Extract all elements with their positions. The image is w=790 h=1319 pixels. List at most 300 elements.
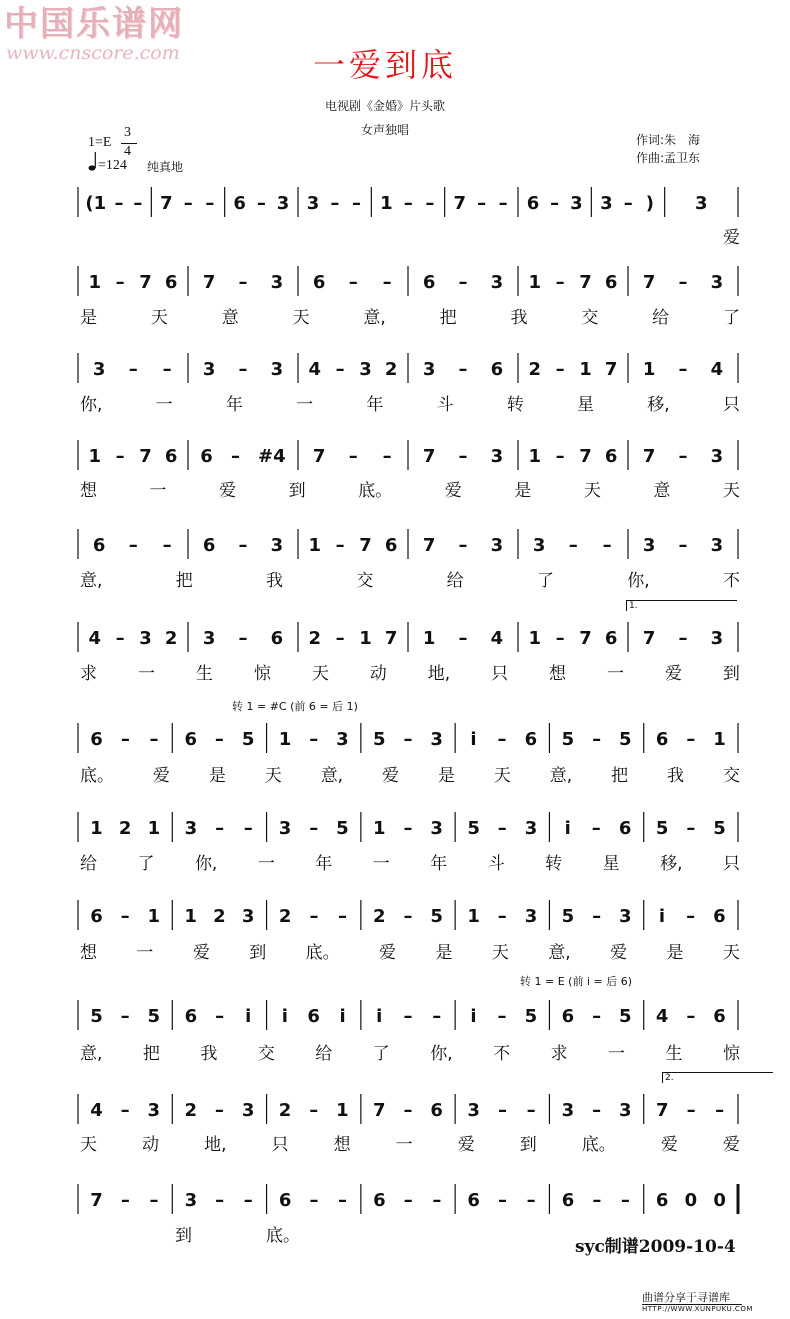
note: 3: [359, 358, 372, 380]
singer-type: 女声独唱: [360, 123, 409, 137]
measure: [522, 626, 624, 650]
ending-mark: 2.: [662, 1072, 773, 1083]
note: 3: [202, 358, 216, 380]
lyric-word: 年: [430, 854, 448, 874]
note: –: [592, 1099, 602, 1121]
lyric-word: 想: [80, 481, 97, 501]
note: 2: [384, 358, 398, 380]
note: 6: [604, 627, 618, 649]
note: 3: [184, 817, 198, 839]
measure: [82, 533, 184, 557]
measure: [302, 626, 404, 650]
note: –: [352, 192, 362, 214]
note: 1: [579, 358, 592, 380]
lyric-word: 天: [722, 481, 740, 501]
note: 3: [276, 192, 290, 214]
quarter-note-icon: [88, 150, 98, 172]
note: –: [592, 1189, 602, 1211]
measure: [271, 1188, 357, 1212]
note: 3: [710, 627, 724, 649]
lyric-word: 惊: [722, 1044, 740, 1064]
score-line: [76, 1180, 746, 1224]
note: 6: [713, 1005, 726, 1027]
lyric-word: 底。: [80, 766, 114, 786]
lyric-word: 意: [653, 481, 671, 501]
lyric-line: [80, 761, 740, 785]
lyric-word: 天: [491, 943, 509, 963]
note: 3: [490, 534, 504, 556]
lyric-word: 你,: [627, 571, 650, 591]
note: 6: [526, 192, 540, 214]
lyric-word: 生: [665, 1044, 683, 1064]
note: –: [162, 534, 172, 556]
lyric-word: 惊: [253, 664, 271, 684]
note: 4: [490, 627, 504, 649]
measure: [459, 1098, 545, 1122]
note: 7: [160, 192, 173, 214]
lyric-word: 意,: [549, 766, 573, 786]
note: 6: [278, 1189, 292, 1211]
lyric-word: 我: [200, 1044, 218, 1064]
measure: [82, 626, 184, 650]
note: –: [162, 358, 172, 380]
note: 7: [359, 534, 372, 556]
note: 3: [270, 358, 284, 380]
note: 2: [118, 817, 132, 839]
lyric-word: 动: [142, 1135, 160, 1155]
note: i: [281, 1005, 288, 1027]
lyric-word: 给: [80, 854, 97, 874]
note: –: [382, 271, 392, 293]
measure: [412, 357, 514, 381]
note: –: [497, 1005, 507, 1027]
note: 3: [202, 627, 216, 649]
lyric-word: 交: [356, 571, 374, 591]
time-signature-denominator: 4: [124, 144, 131, 159]
lyric-word: 到: [249, 943, 267, 963]
note: –: [403, 192, 413, 214]
ending-mark: 1.: [626, 600, 737, 611]
score-line: [76, 525, 746, 569]
note: –: [686, 817, 696, 839]
measure: [176, 1188, 262, 1212]
note: 3: [600, 192, 613, 214]
measure: [648, 1188, 734, 1212]
note: –: [120, 1005, 130, 1027]
lyric-word: 到: [722, 664, 740, 684]
lyric-word: 移,: [660, 854, 683, 874]
measure: [271, 1098, 357, 1122]
lyric-word: 你,: [80, 395, 103, 415]
note: 3: [184, 1189, 198, 1211]
note: –: [458, 445, 468, 467]
measure: [522, 357, 624, 381]
lyric-word: 只: [722, 854, 740, 874]
lyric-word: 把: [439, 308, 457, 328]
note: –: [215, 1005, 225, 1027]
measure: [302, 357, 404, 381]
key-signature: 1=E: [88, 135, 112, 150]
note: –: [348, 271, 358, 293]
measure: [449, 191, 514, 215]
note: 6: [184, 728, 198, 750]
lyric-word: 天: [150, 308, 168, 328]
measure: [82, 1004, 168, 1028]
note: 6: [200, 445, 213, 467]
note: 3: [139, 627, 152, 649]
note: –: [243, 817, 253, 839]
song-title: 一爱到底: [312, 46, 457, 84]
lyric-line: [80, 659, 740, 683]
note: #4: [258, 445, 286, 467]
lyric-word: 我: [667, 766, 685, 786]
lyric-word: 底。: [305, 943, 340, 963]
modulation-marking: 转 1 = #C (前 6 = 后 1): [232, 700, 358, 713]
note: 3: [306, 192, 320, 214]
note: 7: [422, 534, 436, 556]
note: –: [382, 445, 392, 467]
measure: [82, 444, 184, 468]
lyric-word: 了: [137, 854, 155, 874]
measure: [459, 1188, 545, 1212]
note: –: [309, 817, 319, 839]
note: –: [309, 905, 319, 927]
note: –: [592, 728, 602, 750]
note: 6: [233, 192, 246, 214]
note: 6: [467, 1189, 480, 1211]
measure: [595, 191, 660, 215]
note: 3: [278, 817, 292, 839]
lyric-line: [80, 938, 740, 962]
note: 7: [373, 1099, 386, 1121]
note: 7: [90, 1189, 103, 1211]
measure: [82, 357, 184, 381]
score-line: [76, 719, 746, 763]
lyric-word: 爱: [444, 481, 462, 501]
lyric-word: 一: [257, 854, 275, 874]
lyric-word: 交: [581, 308, 599, 328]
measure: [82, 727, 168, 751]
measure: [192, 533, 294, 557]
lyric-word: 是: [435, 943, 453, 963]
note: 5: [147, 1005, 161, 1027]
note: –: [120, 905, 130, 927]
lyric-word: 一: [395, 1135, 413, 1155]
note: 3: [710, 271, 724, 293]
note: 6: [422, 271, 436, 293]
lyric-line: [80, 849, 740, 873]
note: 6: [524, 728, 538, 750]
note: 3: [241, 905, 255, 927]
note: 3: [92, 358, 106, 380]
lyric-word: 爱: [664, 664, 682, 684]
note: –: [238, 627, 248, 649]
note: 1: [88, 271, 102, 293]
lyric-word: 你,: [430, 1044, 453, 1064]
note: –: [686, 728, 696, 750]
note: –: [348, 445, 358, 467]
note: 3: [422, 358, 436, 380]
lyric-word: 我: [510, 308, 528, 328]
note: 6: [90, 905, 103, 927]
measure: [82, 270, 184, 294]
note: 1: [528, 445, 542, 467]
lyric-word: 你,: [194, 854, 218, 874]
note: –: [678, 534, 688, 556]
lyric-word: 把: [142, 1044, 160, 1064]
note: 7: [642, 271, 656, 293]
lyric-word: 爱: [152, 766, 170, 786]
measure: [648, 1098, 734, 1122]
lyric-word: 一: [137, 664, 155, 684]
note: –: [678, 445, 688, 467]
note: –: [133, 192, 143, 214]
note: –: [497, 905, 507, 927]
measure: [522, 191, 587, 215]
note: –: [114, 192, 124, 214]
score-line: [76, 349, 746, 393]
lyric-word: 想: [549, 664, 567, 684]
lyric-word: 年: [366, 395, 384, 415]
score-line: [76, 618, 746, 662]
lyric-word: 一: [149, 481, 167, 501]
note: –: [230, 445, 240, 467]
lyric-word: 了: [372, 1044, 390, 1064]
note: 3: [618, 905, 632, 927]
note: –: [686, 1099, 696, 1121]
measure: [553, 727, 639, 751]
note: –: [215, 817, 225, 839]
note: i: [339, 1005, 346, 1027]
lyric-word: 爱: [722, 1135, 740, 1155]
note: (1: [85, 192, 107, 214]
score-line: [76, 896, 746, 940]
measure: [648, 904, 734, 928]
note: 7: [579, 445, 592, 467]
tempo-marking: =124: [98, 158, 127, 173]
note: 6: [92, 534, 106, 556]
note: –: [458, 627, 468, 649]
score-line: [76, 1090, 746, 1134]
lyric-word: 给: [315, 1044, 333, 1064]
note: 7: [384, 627, 398, 649]
measure: [155, 191, 220, 215]
lyric-word: 把: [175, 571, 193, 591]
note: i: [658, 905, 666, 927]
note: 0: [713, 1189, 726, 1211]
note: 6: [164, 271, 178, 293]
note: –: [555, 271, 565, 293]
measure: [192, 270, 294, 294]
lyric-line: [80, 566, 740, 590]
measure: [192, 444, 294, 468]
lyric-word: 到: [519, 1135, 537, 1155]
measure: [632, 533, 734, 557]
note: 7: [312, 445, 326, 467]
lyric-word: 地,: [204, 1135, 227, 1155]
footer-share-text: 曲谱分享于寻谱库: [642, 1291, 730, 1304]
note: 5: [618, 728, 632, 750]
watermark-site-url: www.cnscore.com: [6, 42, 180, 64]
note: 3: [241, 1099, 255, 1121]
note: –: [115, 271, 125, 293]
lyric-word: 移,: [647, 395, 670, 415]
lyric-word: 意,: [363, 308, 386, 328]
note: –: [497, 817, 507, 839]
note: 1: [373, 817, 386, 839]
note: –: [498, 1189, 508, 1211]
note: –: [309, 1189, 319, 1211]
note: –: [623, 192, 633, 214]
note: –: [238, 534, 248, 556]
note: 5: [241, 728, 255, 750]
note: –: [338, 1189, 348, 1211]
note: –: [458, 358, 468, 380]
note: –: [149, 728, 159, 750]
lyric-word: 天: [493, 766, 511, 786]
note: 3: [336, 728, 349, 750]
note: 7: [642, 627, 656, 649]
note: –: [120, 728, 130, 750]
note: –: [592, 905, 602, 927]
lyric-word: 意,: [320, 766, 344, 786]
note: –: [526, 1189, 536, 1211]
note: –: [568, 534, 578, 556]
note: 1: [359, 627, 372, 649]
note: 6: [307, 1005, 320, 1027]
lyric-word: 一: [606, 664, 624, 684]
lyric-word: 只: [491, 664, 509, 684]
watermark-site-name: 中国乐谱网: [4, 4, 184, 44]
note: 6: [384, 534, 398, 556]
note: 3: [467, 1099, 480, 1121]
lyric-line: [80, 476, 740, 500]
lyric-word: 意,: [80, 571, 103, 591]
lyric-word: 地,: [427, 664, 451, 684]
note: –: [403, 1189, 413, 1211]
measure: [271, 1004, 357, 1028]
note: –: [602, 534, 612, 556]
note: –: [335, 627, 345, 649]
measure: [176, 1098, 262, 1122]
note: 7: [422, 445, 436, 467]
measure: [375, 191, 440, 215]
lyric-word: 交: [257, 1044, 275, 1064]
note: 1: [147, 905, 161, 927]
lyric-word: 给: [652, 308, 670, 328]
measure: [271, 727, 357, 751]
note: –: [458, 534, 468, 556]
note: 6: [655, 728, 669, 750]
note: –: [120, 1099, 130, 1121]
lyric-line: [80, 303, 740, 327]
note: –: [214, 728, 224, 750]
note: 5: [561, 728, 575, 750]
lyric-word: 是: [514, 481, 532, 501]
note: –: [555, 627, 565, 649]
note: –: [335, 358, 345, 380]
lyric-word: 到: [288, 481, 306, 501]
note: 5: [430, 905, 443, 927]
note: 1: [642, 358, 656, 380]
note: –: [338, 905, 348, 927]
lyric-word: 斗: [436, 395, 454, 415]
note: 7: [642, 445, 656, 467]
lyric-word: 是: [208, 766, 226, 786]
song-subtitle: 电视剧《金婚》片头歌: [324, 99, 445, 113]
measure: [365, 1004, 451, 1028]
note: 2: [184, 1099, 198, 1121]
note: 5: [467, 817, 480, 839]
lyric-word: 天: [311, 664, 329, 684]
measure: [648, 727, 734, 751]
note: 5: [336, 817, 349, 839]
measure: [192, 626, 294, 650]
note: ): [645, 192, 654, 214]
measure: [522, 444, 624, 468]
note: 6: [713, 905, 726, 927]
lyric-word: 不: [723, 571, 740, 591]
composer-credit: 作曲:孟卫东: [636, 151, 701, 165]
note: 3: [430, 817, 443, 839]
note: –: [115, 445, 125, 467]
measure: [271, 816, 357, 840]
lyric-word: 天: [80, 1135, 97, 1155]
note: 7: [579, 627, 592, 649]
lyric-word: 给: [446, 571, 464, 591]
note: –: [205, 192, 215, 214]
measure: [302, 270, 404, 294]
note: i: [470, 1005, 477, 1027]
note: 5: [713, 817, 726, 839]
note: 5: [655, 817, 669, 839]
note: 5: [90, 1005, 103, 1027]
note: 7: [579, 271, 592, 293]
note: –: [555, 358, 565, 380]
note: 1: [88, 445, 102, 467]
measure: [412, 270, 514, 294]
note: –: [715, 1099, 725, 1121]
note: 6: [270, 627, 284, 649]
lyric-word: 天: [292, 308, 310, 328]
note: 1: [308, 534, 322, 556]
lyric-word: 星: [602, 854, 620, 874]
lyric-word: 转: [545, 854, 563, 874]
measure: [82, 1188, 168, 1212]
lyric-word: 爱: [192, 943, 210, 963]
note: –: [256, 192, 266, 214]
lyric-word: 斗: [487, 854, 505, 874]
note: 6: [373, 1189, 386, 1211]
note: 1: [528, 627, 542, 649]
note: 3: [147, 1099, 161, 1121]
lyric-word: 爱: [610, 943, 628, 963]
measure: [82, 1098, 168, 1122]
lyric-line: [80, 390, 740, 414]
score-line: [76, 996, 746, 1040]
note: 2: [308, 627, 322, 649]
note: 3: [270, 534, 284, 556]
note: 7: [139, 445, 152, 467]
lyric-word: 爱: [660, 1135, 678, 1155]
note: 6: [312, 271, 326, 293]
note: 1: [380, 192, 393, 214]
lyric-word: 动: [369, 664, 387, 684]
measure: [365, 816, 451, 840]
measure: [553, 1098, 639, 1122]
modulation-marking: 转 1 = E (前 i = 后 6): [520, 975, 632, 988]
note: –: [678, 358, 688, 380]
